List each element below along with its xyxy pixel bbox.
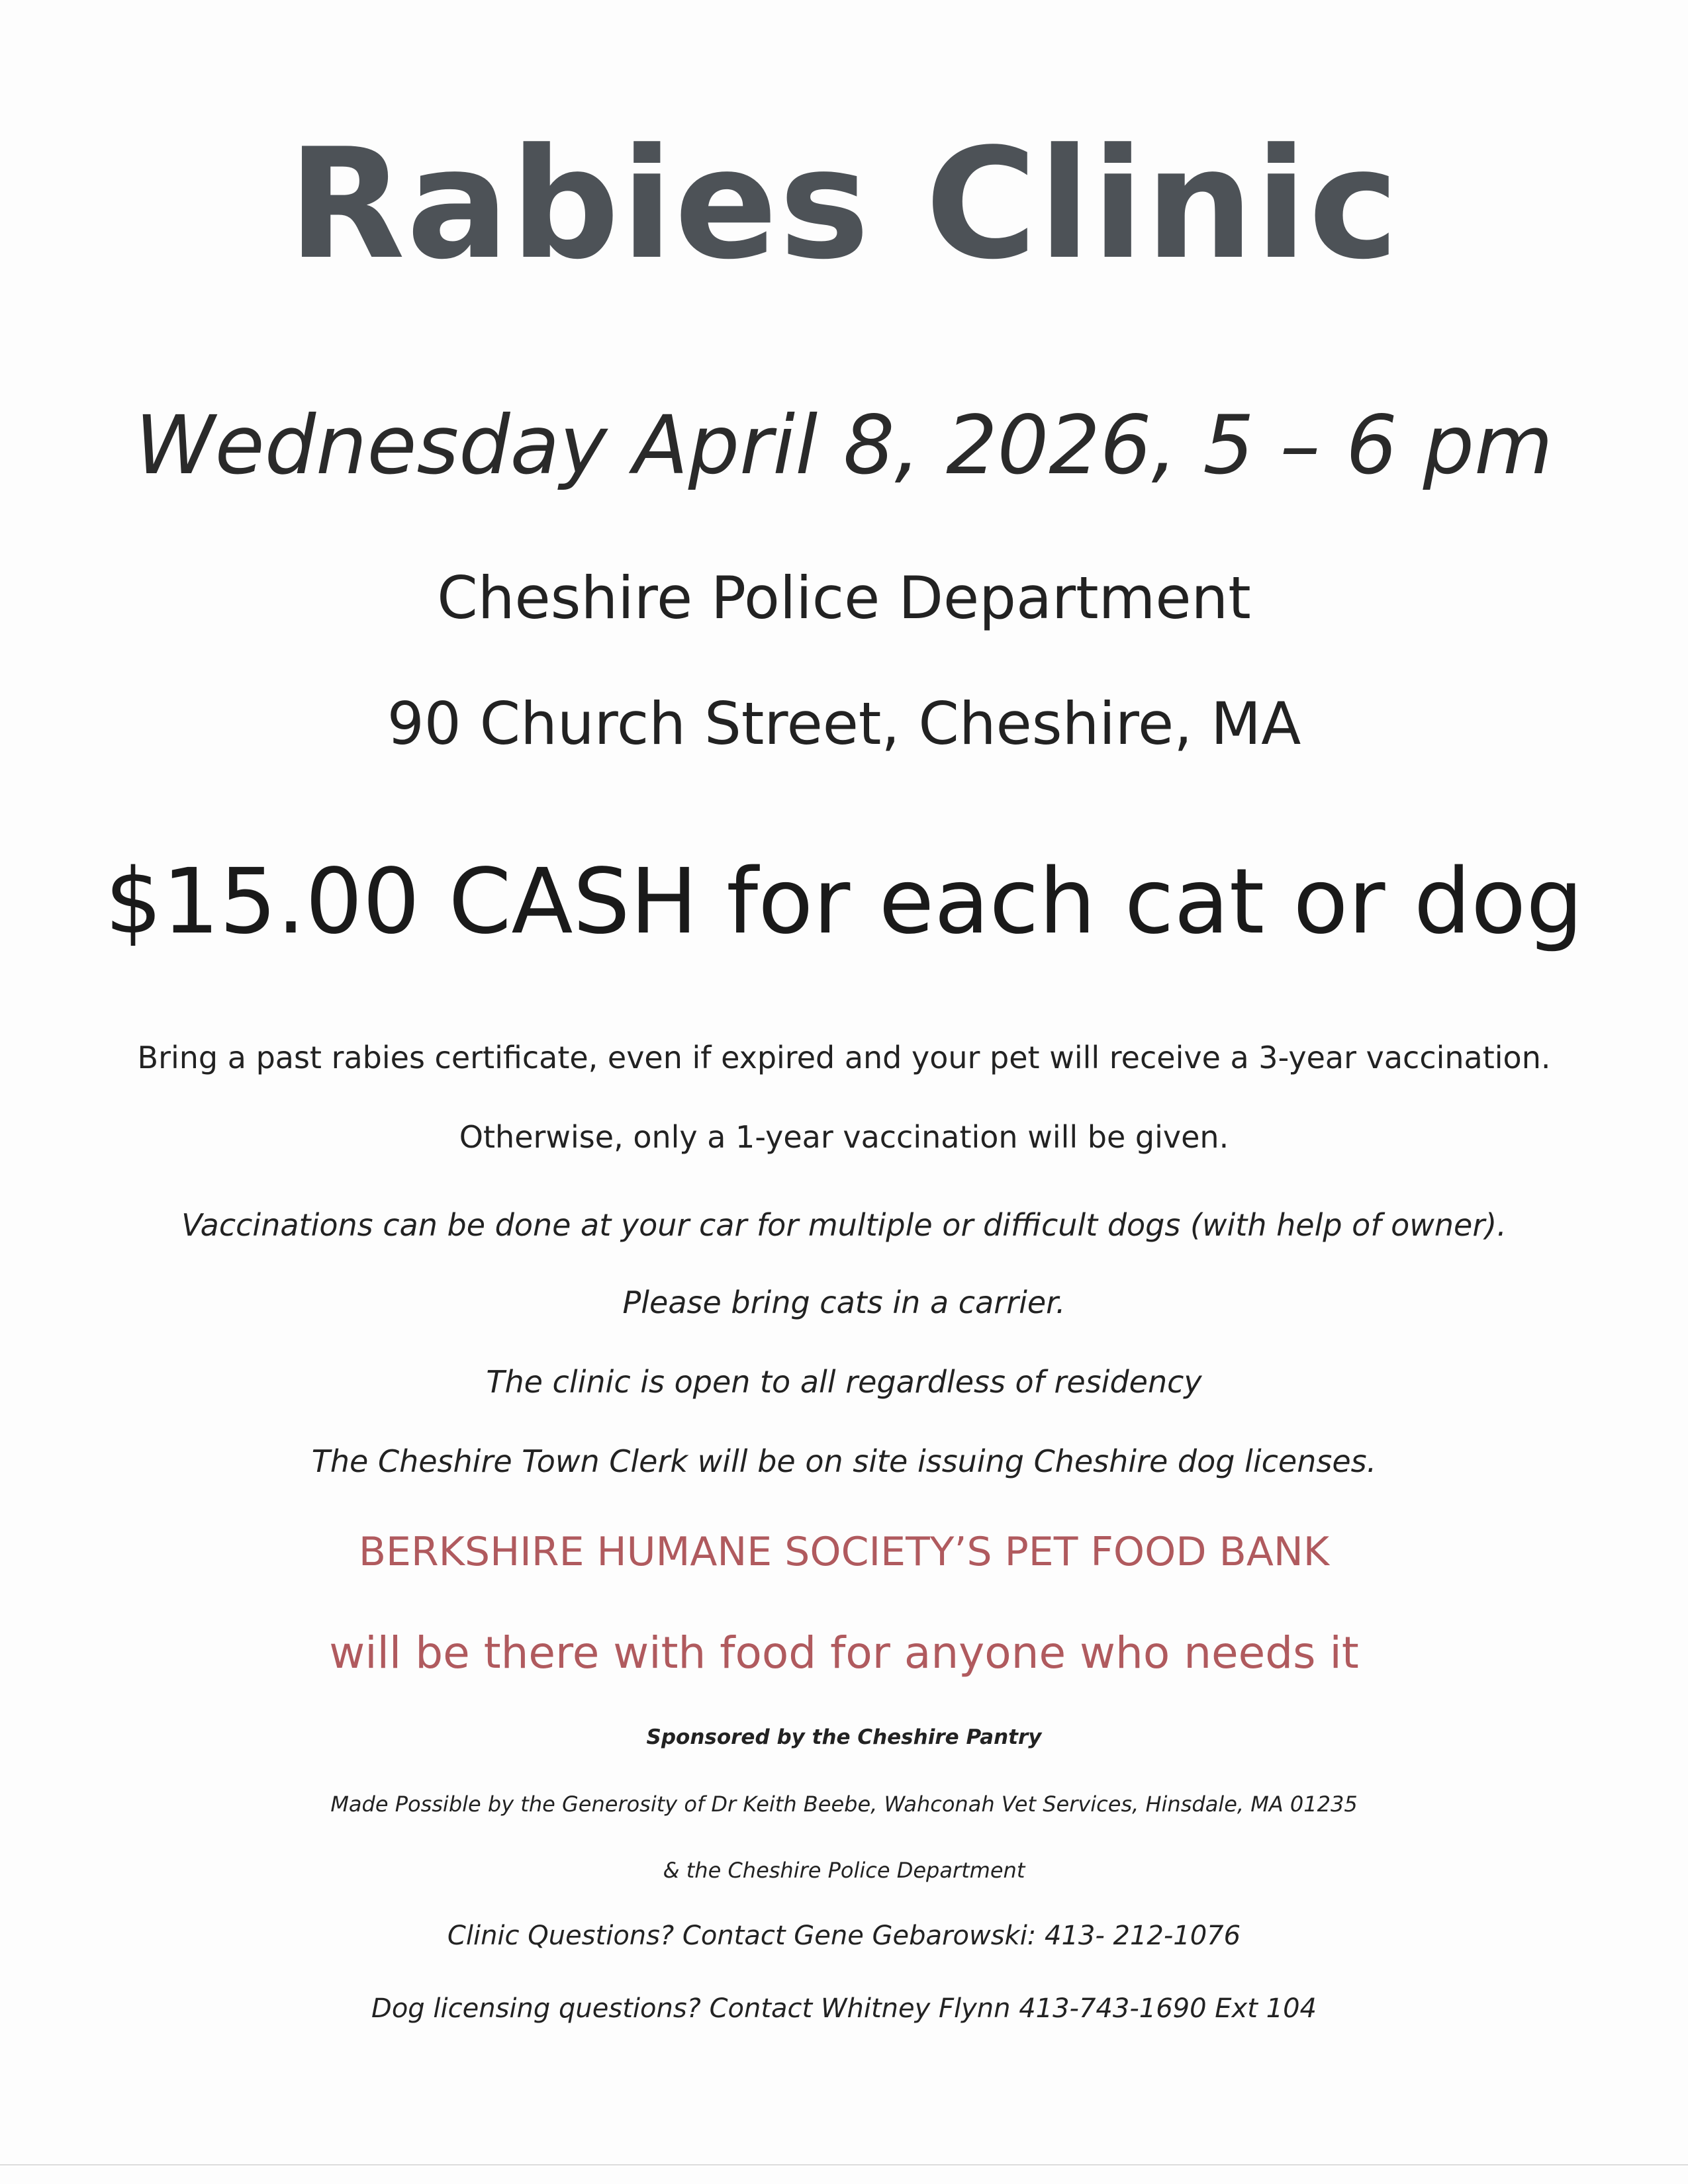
event-date-time: Wednesday April 8, 2026, 5 – 6 pm bbox=[135, 398, 1553, 492]
generosity-line: Made Possible by the Generosity of Dr Keith Beebe, Wahconah Vet Services, Hinsdale, MA 01235 bbox=[330, 1792, 1358, 1817]
sponsor-line: Sponsored by the Cheshire Pantry bbox=[646, 1725, 1042, 1749]
humane-society-subheading: will be there with food for anyone who needs it bbox=[329, 1627, 1359, 1678]
cat-carrier-note: Please bring cats in a carrier. bbox=[622, 1285, 1066, 1320]
one-year-note: Otherwise, only a 1-year vaccination will be given. bbox=[459, 1119, 1229, 1155]
event-address: 90 Church Street, Cheshire, MA bbox=[387, 690, 1301, 758]
event-location: Cheshire Police Department bbox=[437, 564, 1251, 632]
residency-note: The clinic is open to all regardless of residency bbox=[486, 1364, 1202, 1400]
car-vaccination-note: Vaccinations can be done at your car for multiple or difficult dogs (with help of owner). bbox=[181, 1207, 1507, 1243]
price-info: $15.00 CASH for each cat or dog bbox=[105, 850, 1583, 954]
scan-edge-divider bbox=[0, 2164, 1688, 2165]
humane-society-heading: BERKSHIRE HUMANE SOCIETY’S PET FOOD BANK bbox=[358, 1529, 1330, 1575]
licensing-contact: Dog licensing questions? Contact Whitney Flynn 413-743-1690 Ext 104 bbox=[371, 1993, 1317, 2024]
clinic-contact: Clinic Questions? Contact Gene Gebarowski: 413- 212-1076 bbox=[447, 1921, 1241, 1951]
police-dept-line: & the Cheshire Police Department bbox=[663, 1858, 1025, 1883]
dog-license-note: The Cheshire Town Clerk will be on site issuing Cheshire dog licenses. bbox=[311, 1443, 1377, 1479]
certificate-note: Bring a past rabies certificate, even if expired and your pet will receive a 3-year vaccination. bbox=[137, 1040, 1551, 1075]
flyer-title: Rabies Clinic bbox=[287, 116, 1401, 293]
